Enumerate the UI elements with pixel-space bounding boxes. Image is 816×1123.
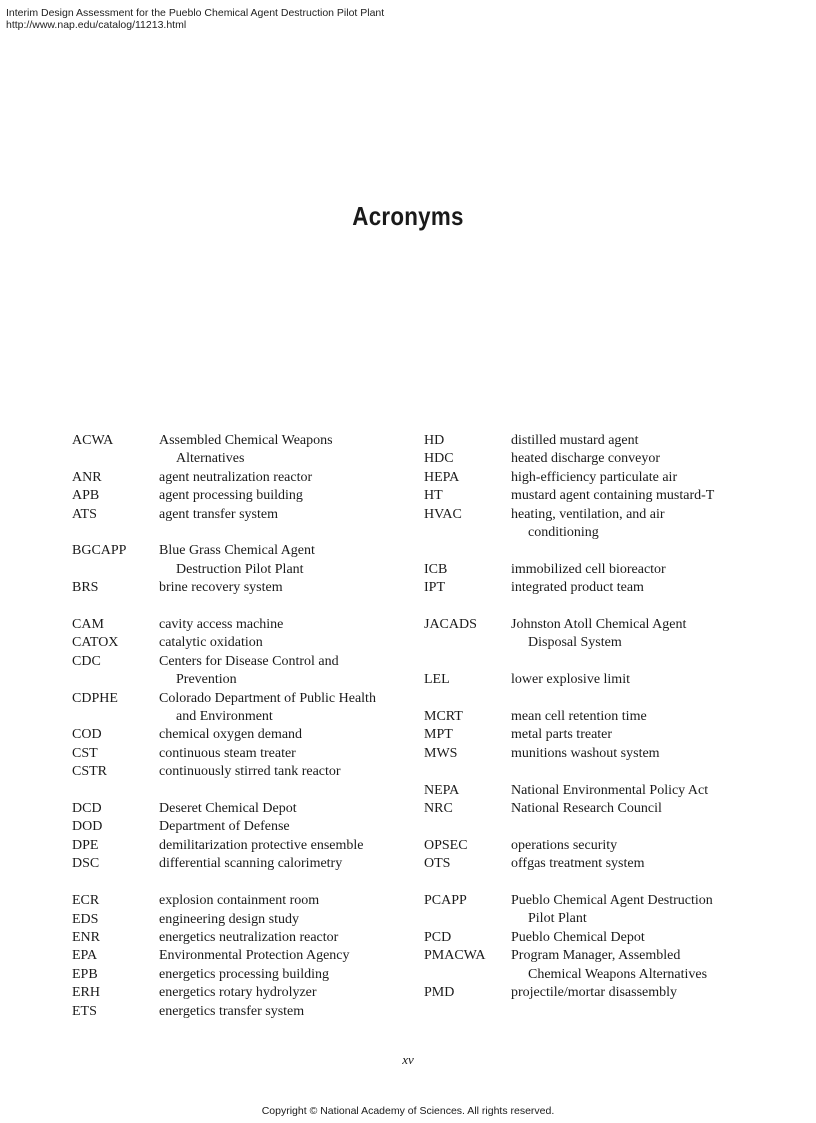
acronym-entry xyxy=(424,671,754,689)
definition xyxy=(511,745,754,763)
acronym: CST xyxy=(72,745,98,761)
definition-text: Environmental Protection Agency xyxy=(159,948,350,964)
definition xyxy=(159,818,412,836)
acronym: DCD xyxy=(72,801,102,817)
definition xyxy=(511,800,754,818)
definition xyxy=(511,892,754,929)
acronym-entry xyxy=(72,929,412,947)
acronym-entry xyxy=(72,506,412,524)
definition xyxy=(159,966,412,984)
definition xyxy=(159,929,412,947)
definition xyxy=(159,855,412,873)
definition-text: demilitarization protective ensemble xyxy=(159,837,364,853)
acronym-column-left xyxy=(72,432,412,1039)
acronym-entry xyxy=(72,653,412,690)
definition-text: energetics rotary hydrolyzer xyxy=(159,985,317,1001)
acronym-entry xyxy=(424,947,754,984)
definition-text: Centers for Disease Control and xyxy=(159,653,339,669)
acronym-entry xyxy=(424,708,754,726)
acronym-entry xyxy=(72,984,412,1002)
acronym-entry xyxy=(424,726,754,744)
acronym-entry xyxy=(72,726,412,744)
definition-text: projectile/mortar disassembly xyxy=(511,985,678,1001)
acronym: ICB xyxy=(424,561,448,577)
definition-text: Assembled Chemical Weapons xyxy=(159,433,333,448)
definition-text: energetics processing building xyxy=(159,966,330,982)
acronym-entry xyxy=(72,947,412,965)
acronym: HDC xyxy=(424,451,454,467)
definition-text: Pueblo Chemical Agent Destruction xyxy=(511,893,713,909)
acronym: ACWA xyxy=(72,433,114,448)
acronym-entry xyxy=(72,855,412,873)
definition-text: Blue Grass Chemical Agent xyxy=(159,543,315,559)
definition xyxy=(159,947,412,965)
acronym-entry xyxy=(424,432,754,450)
acronym: ERH xyxy=(72,985,100,1001)
definition-text: integrated product team xyxy=(511,580,644,596)
definition xyxy=(511,708,754,726)
definition-continuation: Prevention xyxy=(176,672,237,688)
definition-continuation: conditioning xyxy=(528,525,599,541)
definition-continuation: Chemical Weapons Alternatives xyxy=(528,966,708,982)
definition-text: distilled mustard agent xyxy=(511,433,639,448)
definition-text: Deseret Chemical Depot xyxy=(159,801,297,817)
definition-text: munitions washout system xyxy=(511,745,660,761)
definition-text: differential scanning calorimetry xyxy=(159,856,343,872)
acronym-column-right xyxy=(424,432,754,1021)
definition-text: engineering design study xyxy=(159,911,299,927)
definition xyxy=(159,726,412,744)
definition xyxy=(159,653,412,690)
definition-text: agent neutralization reactor xyxy=(159,469,313,485)
definition xyxy=(511,432,754,450)
definition-text: chemical oxygen demand xyxy=(159,727,303,743)
definition-text: immobilized cell bioreactor xyxy=(511,561,666,577)
definition xyxy=(159,542,412,579)
definition-text: offgas treatment system xyxy=(511,856,645,872)
definition-continuation: and Environment xyxy=(176,709,273,725)
acronym: IPT xyxy=(424,580,445,596)
acronym: PMD xyxy=(424,985,455,1001)
definition-text: catalytic oxidation xyxy=(159,635,263,651)
definition xyxy=(511,855,754,873)
acronym: CDPHE xyxy=(72,690,118,706)
acronym-group xyxy=(424,616,754,653)
acronym-entry xyxy=(424,506,754,543)
acronym-entry xyxy=(424,745,754,763)
acronym-entry xyxy=(424,782,754,800)
acronym-entry xyxy=(72,634,412,652)
acronym-entry xyxy=(424,929,754,947)
definition xyxy=(159,432,412,469)
acronym: CSTR xyxy=(72,764,108,780)
acronym-entry xyxy=(424,616,754,653)
definition xyxy=(159,892,412,910)
acronym: HD xyxy=(424,433,445,448)
acronym-group xyxy=(72,800,412,874)
acronym: OTS xyxy=(424,856,451,872)
definition-text: lower explosive limit xyxy=(511,672,630,688)
acronym: CATOX xyxy=(72,635,119,651)
acronym: PCAPP xyxy=(424,893,467,909)
acronym-entry xyxy=(424,487,754,505)
acronym: MCRT xyxy=(424,709,463,725)
acronym: JACADS xyxy=(424,617,477,633)
definition xyxy=(511,929,754,947)
definition xyxy=(159,469,412,487)
definition xyxy=(159,763,412,781)
definition-text: continuously stirred tank reactor xyxy=(159,764,341,780)
acronym: DPE xyxy=(72,837,99,853)
definition-continuation: Destruction Pilot Plant xyxy=(176,561,304,577)
acronym: CDC xyxy=(72,653,101,669)
definition xyxy=(159,690,412,727)
definition xyxy=(159,616,412,634)
acronym-entry xyxy=(424,800,754,818)
acronym-group xyxy=(424,782,754,819)
definition xyxy=(159,579,412,597)
definition xyxy=(159,487,412,505)
acronym: BRS xyxy=(72,580,99,596)
acronym-entry xyxy=(72,745,412,763)
acronym: MWS xyxy=(424,745,458,761)
acronym-entry xyxy=(72,837,412,855)
acronym: ATS xyxy=(72,506,97,522)
acronym: COD xyxy=(72,727,102,743)
acronym: ANR xyxy=(72,469,102,485)
definition xyxy=(159,506,412,524)
acronym: APB xyxy=(72,488,100,504)
definition-text: energetics transfer system xyxy=(159,1003,305,1019)
acronym-group xyxy=(424,708,754,763)
acronym-entry xyxy=(72,1003,412,1021)
definition-text: National Research Council xyxy=(511,801,662,817)
running-header xyxy=(6,7,384,31)
acronym-entry xyxy=(424,892,754,929)
acronym: CAM xyxy=(72,617,104,633)
definition xyxy=(511,837,754,855)
acronym-entry xyxy=(72,469,412,487)
acronym-entry xyxy=(424,855,754,873)
definition-text: high-efficiency particulate air xyxy=(511,469,678,485)
definition-text: energetics neutralization reactor xyxy=(159,929,339,945)
definition-text: agent processing building xyxy=(159,488,303,504)
definition xyxy=(511,616,754,653)
acronym-entry xyxy=(72,966,412,984)
definition xyxy=(511,671,754,689)
definition-text: National Environmental Policy Act xyxy=(511,782,709,798)
header-title: Interim Design Assessment for the Pueblo Chemical Agent Destruction Pilot Plant xyxy=(6,7,385,19)
definition xyxy=(511,450,754,468)
definition-text: mustard agent containing mustard-T xyxy=(511,488,715,504)
acronym-group xyxy=(72,616,412,782)
acronym: HT xyxy=(424,488,443,504)
copyright-footer: Copyright © National Academy of Sciences. All rights reserved. xyxy=(261,1105,555,1117)
acronym: ENR xyxy=(72,929,100,945)
acronym: ETS xyxy=(72,1003,97,1019)
acronym-entry xyxy=(72,892,412,910)
acronym: HEPA xyxy=(424,469,460,485)
definition-text: explosion containment room xyxy=(159,893,320,909)
definition-text: Department of Defense xyxy=(159,819,290,835)
definition-text: heating, ventilation, and air xyxy=(511,506,665,522)
definition xyxy=(511,579,754,597)
acronym: EDS xyxy=(72,911,99,927)
acronym-entry xyxy=(424,561,754,579)
acronym: NEPA xyxy=(424,782,460,798)
definition-text: metal parts treater xyxy=(511,727,613,743)
acronym-entry xyxy=(72,487,412,505)
definition-text: mean cell retention time xyxy=(511,709,647,725)
acronym: BGCAPP xyxy=(72,543,127,559)
definition-continuation: Pilot Plant xyxy=(528,911,587,927)
definition xyxy=(511,469,754,487)
definition xyxy=(159,634,412,652)
acronym: OPSEC xyxy=(424,837,468,853)
definition-text: agent transfer system xyxy=(159,506,278,522)
acronym-entry xyxy=(72,818,412,836)
acronym: NRC xyxy=(424,801,453,817)
acronym-group xyxy=(424,432,754,542)
definition xyxy=(511,947,754,984)
header-url: http://www.nap.edu/catalog/11213.html xyxy=(6,19,187,31)
acronym-entry xyxy=(72,432,412,469)
acronym: EPB xyxy=(72,966,98,982)
definition xyxy=(159,911,412,929)
definition-continuation: Alternatives xyxy=(176,451,245,467)
definition xyxy=(511,506,754,543)
acronym-entry xyxy=(72,690,412,727)
definition-text: Colorado Department of Public Health xyxy=(159,690,376,706)
acronym: PCD xyxy=(424,929,452,945)
definition-text: Program Manager, Assembled xyxy=(511,948,681,964)
acronym-entry xyxy=(424,450,754,468)
definition xyxy=(159,800,412,818)
acronym: MPT xyxy=(424,727,453,743)
acronym-group xyxy=(424,561,754,598)
definition xyxy=(159,837,412,855)
acronym-entry xyxy=(72,763,412,781)
acronym-entry xyxy=(424,984,754,1002)
acronym-entry xyxy=(424,837,754,855)
acronym-group xyxy=(72,892,412,1021)
acronym-entry xyxy=(72,616,412,634)
acronym-entry xyxy=(72,579,412,597)
page-number: xv xyxy=(402,1052,414,1067)
acronym: DSC xyxy=(72,856,100,872)
definition-text: Pueblo Chemical Depot xyxy=(511,929,645,945)
acronym: PMACWA xyxy=(424,948,486,964)
definition xyxy=(159,745,412,763)
acronym: LEL xyxy=(424,672,450,688)
acronym-entry xyxy=(72,542,412,579)
definition xyxy=(511,487,754,505)
acronym-group xyxy=(424,671,754,689)
definition-text: continuous steam treater xyxy=(159,745,296,761)
page-title: Acronyms xyxy=(352,201,464,231)
definition-text: cavity access machine xyxy=(159,617,284,633)
definition xyxy=(159,984,412,1002)
acronym-entry xyxy=(424,469,754,487)
definition-text: heated discharge conveyor xyxy=(511,451,661,467)
acronym: HVAC xyxy=(424,506,462,522)
definition xyxy=(511,782,754,800)
definition xyxy=(511,561,754,579)
acronym: ECR xyxy=(72,893,100,909)
definition xyxy=(159,1003,412,1021)
acronym-group xyxy=(72,542,412,597)
acronym-group xyxy=(424,837,754,874)
acronym-group xyxy=(424,892,754,1002)
acronym-entry xyxy=(72,800,412,818)
definition-text: Johnston Atoll Chemical Agent xyxy=(511,617,687,633)
acronym-entry xyxy=(424,579,754,597)
acronym: EPA xyxy=(72,948,98,964)
acronym-entry xyxy=(72,911,412,929)
acronym: DOD xyxy=(72,819,103,835)
definition xyxy=(511,984,754,1002)
acronym-group xyxy=(72,432,412,524)
definition-continuation: Disposal System xyxy=(528,635,622,651)
definition-text: brine recovery system xyxy=(159,580,283,596)
definition xyxy=(511,726,754,744)
definition-text: operations security xyxy=(511,837,618,853)
